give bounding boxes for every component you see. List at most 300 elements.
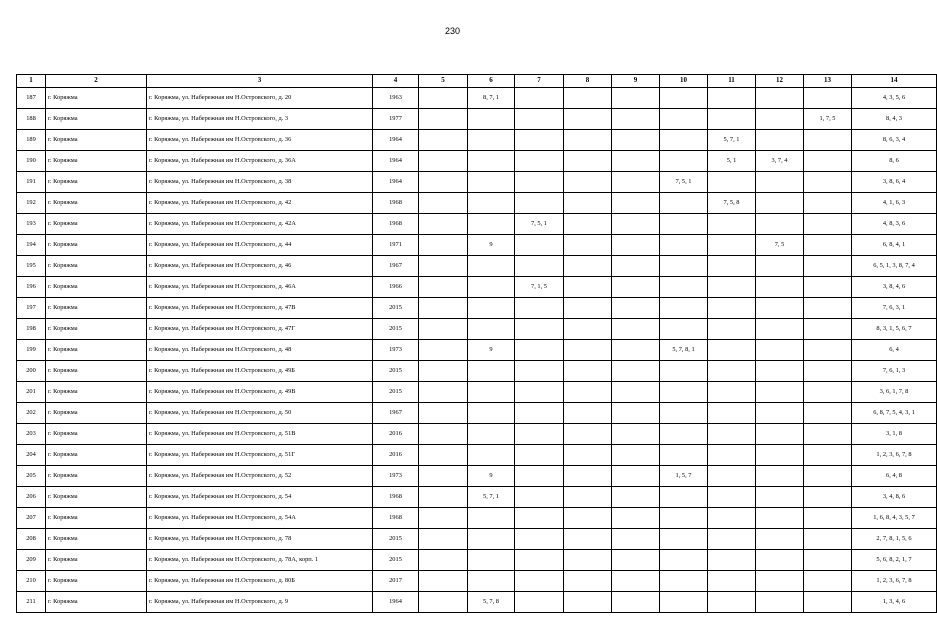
col-13-cell (804, 508, 852, 529)
col-11-cell: 5, 7, 1 (708, 130, 756, 151)
col-7-cell (515, 130, 564, 151)
col-9-cell (612, 172, 660, 193)
col-11-cell (708, 424, 756, 445)
row-number-cell: 195 (17, 256, 46, 277)
settlement-cell: г. Коряжма (46, 235, 147, 256)
col-7-cell (515, 445, 564, 466)
housing-table (16, 74, 937, 613)
row-number-cell: 204 (17, 445, 46, 466)
col-11-cell (708, 550, 756, 571)
col-6-cell (468, 550, 515, 571)
col-10-cell (660, 550, 708, 571)
address-cell: г. Коряжма, ул. Набережная им Н.Островского, д. 42А (147, 214, 373, 235)
year-built-cell: 2015 (373, 361, 419, 382)
col-14-cell: 3, 8, 6, 4 (852, 172, 937, 193)
year-built-cell: 2015 (373, 319, 419, 340)
year-built-cell: 1977 (373, 109, 419, 130)
table-row (17, 319, 937, 340)
col-6-cell (468, 445, 515, 466)
col-10-cell: 7, 5, 1 (660, 172, 708, 193)
col-9-cell (612, 361, 660, 382)
table-row (17, 487, 937, 508)
col-10-cell (660, 256, 708, 277)
address-cell: г. Коряжма, ул. Набережная им Н.Островского, д. 54 (147, 487, 373, 508)
col-14-cell: 1, 6, 8, 4, 3, 5, 7 (852, 508, 937, 529)
address-cell: г. Коряжма, ул. Набережная им Н.Островского, д. 49В (147, 382, 373, 403)
col-5-cell (419, 193, 468, 214)
col-11-cell (708, 109, 756, 130)
column-header-7: 7 (515, 75, 564, 88)
col-13-cell (804, 571, 852, 592)
col-9-cell (612, 277, 660, 298)
address-cell: г. Коряжма, ул. Набережная им Н.Островского, д. 9 (147, 592, 373, 613)
address-cell: г. Коряжма, ул. Набережная им Н.Островского, д. 48 (147, 340, 373, 361)
col-12-cell (756, 445, 804, 466)
col-5-cell (419, 466, 468, 487)
col-9-cell (612, 445, 660, 466)
table-row (17, 193, 937, 214)
settlement-cell: г. Коряжма (46, 151, 147, 172)
col-10-cell (660, 193, 708, 214)
col-12-cell (756, 193, 804, 214)
table-row (17, 151, 937, 172)
year-built-cell: 2015 (373, 382, 419, 403)
table-row (17, 424, 937, 445)
col-7-cell (515, 151, 564, 172)
col-7-cell (515, 256, 564, 277)
col-13-cell: 1, 7, 5 (804, 109, 852, 130)
col-11-cell (708, 235, 756, 256)
col-6-cell (468, 403, 515, 424)
table-row (17, 466, 937, 487)
settlement-cell: г. Коряжма (46, 382, 147, 403)
col-11-cell (708, 277, 756, 298)
table-row (17, 298, 937, 319)
col-7-cell (515, 382, 564, 403)
col-14-cell: 8, 4, 3 (852, 109, 937, 130)
col-7-cell (515, 235, 564, 256)
year-built-cell: 1973 (373, 466, 419, 487)
col-9-cell (612, 214, 660, 235)
col-12-cell (756, 340, 804, 361)
year-built-cell: 2017 (373, 571, 419, 592)
col-10-cell (660, 529, 708, 550)
col-5-cell (419, 382, 468, 403)
col-5-cell (419, 214, 468, 235)
col-12-cell: 3, 7, 4 (756, 151, 804, 172)
col-12-cell (756, 256, 804, 277)
col-12-cell (756, 529, 804, 550)
col-13-cell (804, 319, 852, 340)
col-10-cell (660, 487, 708, 508)
col-9-cell (612, 550, 660, 571)
col-14-cell: 1, 2, 3, 6, 7, 8 (852, 445, 937, 466)
col-5-cell (419, 508, 468, 529)
col-12-cell (756, 424, 804, 445)
column-header-3: 3 (147, 75, 373, 88)
col-13-cell (804, 214, 852, 235)
year-built-cell: 2016 (373, 424, 419, 445)
col-11-cell (708, 466, 756, 487)
col-7-cell (515, 508, 564, 529)
col-6-cell (468, 298, 515, 319)
col-12-cell: 7, 5 (756, 235, 804, 256)
table-row (17, 277, 937, 298)
col-10-cell: 5, 7, 8, 1 (660, 340, 708, 361)
row-number-cell: 194 (17, 235, 46, 256)
col-8-cell (564, 592, 612, 613)
table-row (17, 529, 937, 550)
col-5-cell (419, 130, 468, 151)
settlement-cell: г. Коряжма (46, 424, 147, 445)
col-14-cell: 6, 4 (852, 340, 937, 361)
col-6-cell (468, 109, 515, 130)
col-14-cell: 3, 1, 8 (852, 424, 937, 445)
row-number-cell: 188 (17, 109, 46, 130)
col-11-cell (708, 592, 756, 613)
table-row (17, 445, 937, 466)
address-cell: г. Коряжма, ул. Набережная им Н.Островского, д. 52 (147, 466, 373, 487)
col-10-cell (660, 151, 708, 172)
row-number-cell: 210 (17, 571, 46, 592)
col-10-cell (660, 382, 708, 403)
year-built-cell: 1963 (373, 88, 419, 109)
column-header-8: 8 (564, 75, 612, 88)
col-8-cell (564, 382, 612, 403)
col-12-cell (756, 382, 804, 403)
col-13-cell (804, 382, 852, 403)
year-built-cell: 2015 (373, 550, 419, 571)
col-8-cell (564, 361, 612, 382)
col-14-cell: 4, 8, 3, 6 (852, 214, 937, 235)
col-13-cell (804, 592, 852, 613)
col-5-cell (419, 172, 468, 193)
col-10-cell (660, 592, 708, 613)
col-12-cell (756, 487, 804, 508)
row-number-cell: 190 (17, 151, 46, 172)
col-10-cell (660, 88, 708, 109)
col-11-cell (708, 445, 756, 466)
col-14-cell: 7, 6, 3, 1 (852, 298, 937, 319)
col-13-cell (804, 130, 852, 151)
year-built-cell: 1968 (373, 214, 419, 235)
column-header-2: 2 (46, 75, 147, 88)
address-cell: г. Коряжма, ул. Набережная им Н.Островского, д. 20 (147, 88, 373, 109)
row-number-cell: 211 (17, 592, 46, 613)
col-7-cell (515, 193, 564, 214)
col-7-cell (515, 424, 564, 445)
col-12-cell (756, 571, 804, 592)
table-row (17, 88, 937, 109)
row-number-cell: 193 (17, 214, 46, 235)
address-cell: г. Коряжма, ул. Набережная им Н.Островского, д. 49Б (147, 361, 373, 382)
row-number-cell: 196 (17, 277, 46, 298)
col-7-cell (515, 109, 564, 130)
address-cell: г. Коряжма, ул. Набережная им Н.Островского, д. 47В (147, 298, 373, 319)
col-10-cell (660, 109, 708, 130)
col-5-cell (419, 88, 468, 109)
column-header-1: 1 (17, 75, 46, 88)
col-9-cell (612, 151, 660, 172)
col-5-cell (419, 550, 468, 571)
col-14-cell: 2, 7, 8, 1, 5, 6 (852, 529, 937, 550)
col-11-cell (708, 214, 756, 235)
year-built-cell: 1967 (373, 403, 419, 424)
col-6-cell: 9 (468, 235, 515, 256)
col-11-cell (708, 508, 756, 529)
col-11-cell: 5, 1 (708, 151, 756, 172)
col-5-cell (419, 361, 468, 382)
col-8-cell (564, 277, 612, 298)
col-10-cell (660, 424, 708, 445)
col-11-cell (708, 403, 756, 424)
table-row (17, 235, 937, 256)
col-12-cell (756, 403, 804, 424)
col-9-cell (612, 298, 660, 319)
year-built-cell: 1973 (373, 340, 419, 361)
col-13-cell (804, 529, 852, 550)
col-8-cell (564, 424, 612, 445)
year-built-cell: 1964 (373, 151, 419, 172)
table-row (17, 571, 937, 592)
col-5-cell (419, 403, 468, 424)
col-12-cell (756, 508, 804, 529)
year-built-cell: 2015 (373, 298, 419, 319)
col-13-cell (804, 550, 852, 571)
settlement-cell: г. Коряжма (46, 88, 147, 109)
col-13-cell (804, 151, 852, 172)
col-9-cell (612, 109, 660, 130)
year-built-cell: 2016 (373, 445, 419, 466)
col-9-cell (612, 382, 660, 403)
col-10-cell (660, 571, 708, 592)
row-number-cell: 199 (17, 340, 46, 361)
col-6-cell (468, 151, 515, 172)
col-14-cell: 6, 4, 8 (852, 466, 937, 487)
col-10-cell (660, 214, 708, 235)
col-14-cell: 3, 4, 8, 6 (852, 487, 937, 508)
settlement-cell: г. Коряжма (46, 508, 147, 529)
address-cell: г. Коряжма, ул. Набережная им Н.Островского, д. 50 (147, 403, 373, 424)
col-11-cell (708, 319, 756, 340)
col-5-cell (419, 256, 468, 277)
col-12-cell (756, 172, 804, 193)
col-13-cell (804, 361, 852, 382)
col-12-cell (756, 361, 804, 382)
col-10-cell (660, 361, 708, 382)
col-8-cell (564, 214, 612, 235)
row-number-cell: 191 (17, 172, 46, 193)
col-11-cell (708, 256, 756, 277)
col-9-cell (612, 529, 660, 550)
column-header-5: 5 (419, 75, 468, 88)
col-6-cell (468, 382, 515, 403)
table-row (17, 256, 937, 277)
col-14-cell: 3, 8, 4, 6 (852, 277, 937, 298)
address-cell: г. Коряжма, ул. Набережная им Н.Островского, д. 36А (147, 151, 373, 172)
address-cell: г. Коряжма, ул. Набережная им Н.Островского, д. 42 (147, 193, 373, 214)
row-number-cell: 206 (17, 487, 46, 508)
column-header-12: 12 (756, 75, 804, 88)
year-built-cell: 1967 (373, 256, 419, 277)
col-9-cell (612, 466, 660, 487)
row-number-cell: 189 (17, 130, 46, 151)
col-11-cell (708, 172, 756, 193)
col-8-cell (564, 445, 612, 466)
col-6-cell (468, 508, 515, 529)
col-13-cell (804, 403, 852, 424)
col-12-cell (756, 592, 804, 613)
col-7-cell (515, 319, 564, 340)
table-row (17, 340, 937, 361)
col-9-cell (612, 193, 660, 214)
col-14-cell: 5, 6, 8, 2, 1, 7 (852, 550, 937, 571)
col-9-cell (612, 592, 660, 613)
col-14-cell: 1, 3, 4, 6 (852, 592, 937, 613)
col-10-cell (660, 298, 708, 319)
col-7-cell (515, 487, 564, 508)
year-built-cell: 1968 (373, 487, 419, 508)
address-cell: г. Коряжма, ул. Набережная им Н.Островского, д. 3 (147, 109, 373, 130)
col-9-cell (612, 256, 660, 277)
col-12-cell (756, 550, 804, 571)
settlement-cell: г. Коряжма (46, 445, 147, 466)
col-5-cell (419, 529, 468, 550)
col-9-cell (612, 319, 660, 340)
col-14-cell: 4, 3, 5, 6 (852, 88, 937, 109)
col-12-cell (756, 319, 804, 340)
col-7-cell (515, 361, 564, 382)
col-5-cell (419, 571, 468, 592)
table-row (17, 550, 937, 571)
col-7-cell (515, 529, 564, 550)
col-11-cell: 7, 5, 8 (708, 193, 756, 214)
col-7-cell (515, 466, 564, 487)
table-header (17, 75, 937, 88)
col-5-cell (419, 592, 468, 613)
col-8-cell (564, 550, 612, 571)
col-13-cell (804, 487, 852, 508)
col-6-cell: 5, 7, 8 (468, 592, 515, 613)
address-cell: г. Коряжма, ул. Набережная им Н.Островского, д. 46А (147, 277, 373, 298)
address-cell: г. Коряжма, ул. Набережная им Н.Островского, д. 46 (147, 256, 373, 277)
column-header-10: 10 (660, 75, 708, 88)
settlement-cell: г. Коряжма (46, 109, 147, 130)
col-13-cell (804, 256, 852, 277)
table-row (17, 361, 937, 382)
address-cell: г. Коряжма, ул. Набережная им Н.Островского, д. 78А, корп. 1 (147, 550, 373, 571)
col-5-cell (419, 340, 468, 361)
col-13-cell (804, 340, 852, 361)
year-built-cell: 1966 (373, 277, 419, 298)
col-14-cell: 1, 2, 3, 6, 7, 8 (852, 571, 937, 592)
col-6-cell: 9 (468, 340, 515, 361)
year-built-cell: 1964 (373, 130, 419, 151)
settlement-cell: г. Коряжма (46, 193, 147, 214)
col-14-cell: 6, 8, 7, 5, 4, 3, 1 (852, 403, 937, 424)
col-13-cell (804, 193, 852, 214)
col-8-cell (564, 529, 612, 550)
col-14-cell: 6, 5, 1, 3, 8, 7, 4 (852, 256, 937, 277)
col-5-cell (419, 277, 468, 298)
col-7-cell (515, 592, 564, 613)
col-5-cell (419, 487, 468, 508)
settlement-cell: г. Коряжма (46, 571, 147, 592)
address-cell: г. Коряжма, ул. Набережная им Н.Островского, д. 80Б (147, 571, 373, 592)
col-6-cell (468, 424, 515, 445)
col-7-cell: 7, 5, 1 (515, 214, 564, 235)
row-number-cell: 187 (17, 88, 46, 109)
address-cell: г. Коряжма, ул. Набережная им Н.Островского, д. 44 (147, 235, 373, 256)
col-10-cell (660, 235, 708, 256)
col-5-cell (419, 151, 468, 172)
col-12-cell (756, 88, 804, 109)
col-9-cell (612, 487, 660, 508)
col-6-cell (468, 571, 515, 592)
col-8-cell (564, 256, 612, 277)
col-6-cell (468, 319, 515, 340)
settlement-cell: г. Коряжма (46, 487, 147, 508)
row-number-cell: 207 (17, 508, 46, 529)
col-12-cell (756, 298, 804, 319)
table-row (17, 109, 937, 130)
col-8-cell (564, 109, 612, 130)
col-10-cell (660, 403, 708, 424)
settlement-cell: г. Коряжма (46, 172, 147, 193)
col-6-cell (468, 529, 515, 550)
year-built-cell: 2015 (373, 529, 419, 550)
col-9-cell (612, 235, 660, 256)
col-7-cell (515, 172, 564, 193)
col-9-cell (612, 508, 660, 529)
col-7-cell (515, 403, 564, 424)
col-6-cell: 8, 7, 1 (468, 88, 515, 109)
col-7-cell (515, 298, 564, 319)
col-8-cell (564, 466, 612, 487)
table-row (17, 382, 937, 403)
col-14-cell: 7, 6, 1, 3 (852, 361, 937, 382)
col-8-cell (564, 340, 612, 361)
col-14-cell: 3, 6, 1, 7, 8 (852, 382, 937, 403)
col-13-cell (804, 88, 852, 109)
col-10-cell (660, 277, 708, 298)
col-7-cell (515, 340, 564, 361)
settlement-cell: г. Коряжма (46, 214, 147, 235)
settlement-cell: г. Коряжма (46, 529, 147, 550)
col-13-cell (804, 298, 852, 319)
col-7-cell: 7, 1, 5 (515, 277, 564, 298)
col-5-cell (419, 424, 468, 445)
row-number-cell: 205 (17, 466, 46, 487)
col-12-cell (756, 277, 804, 298)
col-6-cell: 5, 7, 1 (468, 487, 515, 508)
col-8-cell (564, 88, 612, 109)
table-row (17, 403, 937, 424)
col-9-cell (612, 571, 660, 592)
col-8-cell (564, 508, 612, 529)
col-7-cell (515, 88, 564, 109)
col-13-cell (804, 445, 852, 466)
settlement-cell: г. Коряжма (46, 550, 147, 571)
col-14-cell: 4, 1, 6, 3 (852, 193, 937, 214)
col-8-cell (564, 235, 612, 256)
table-row (17, 508, 937, 529)
col-10-cell (660, 319, 708, 340)
row-number-cell: 202 (17, 403, 46, 424)
address-cell: г. Коряжма, ул. Набережная им Н.Островского, д. 36 (147, 130, 373, 151)
col-9-cell (612, 403, 660, 424)
address-cell: г. Коряжма, ул. Набережная им Н.Островского, д. 38 (147, 172, 373, 193)
